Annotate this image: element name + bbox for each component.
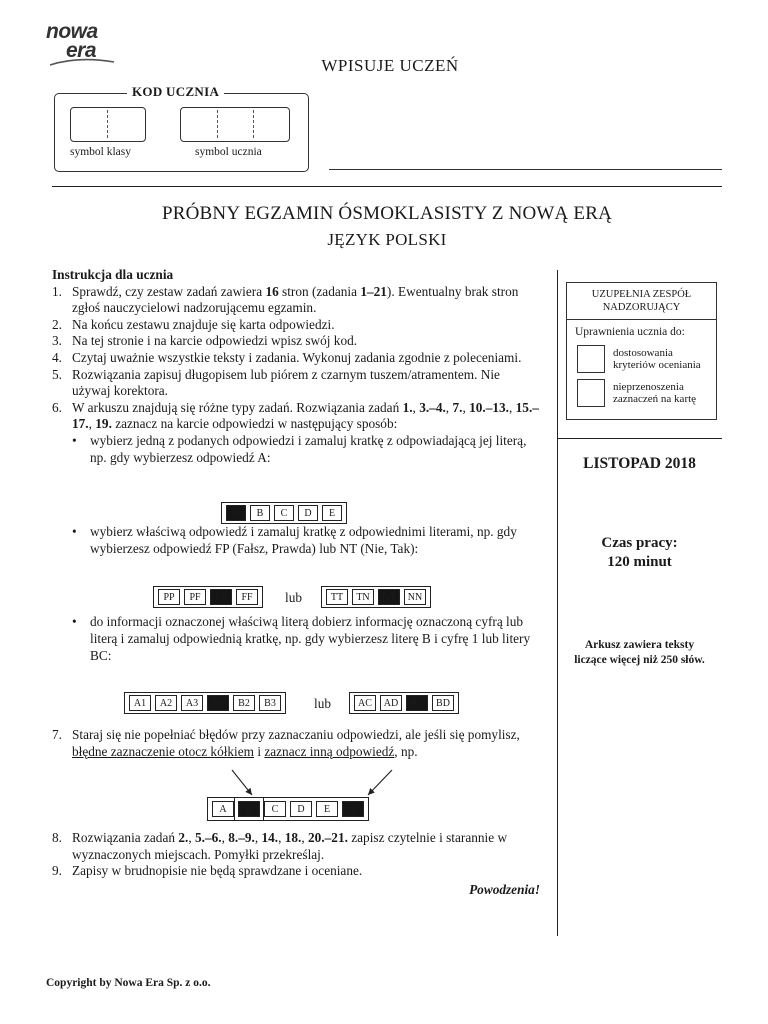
kod-ucznia-title: KOD UCZNIA bbox=[127, 84, 224, 100]
logo-line2: era bbox=[66, 39, 97, 62]
example-2b-row bbox=[321, 586, 431, 608]
answer-box: A bbox=[212, 801, 234, 817]
exam-subject: JĘZYK POLSKI bbox=[327, 230, 447, 249]
copyright: Copyright by Nowa Era Sp. z o.o. bbox=[46, 977, 211, 989]
instruction-6-bullet-2: • wybierz właściwą odpowiedź i zamaluj kratkę z odpowiednimi literami, np. gdy wybierzesz odpowiedź FP (Fałsz, Prawda) lub NT (Nie, Tak): bbox=[52, 524, 540, 557]
time-info bbox=[557, 534, 722, 572]
instruction-2: 2. Na końcu zestawu znajduje się karta odpowiedzi. bbox=[52, 316, 335, 332]
instruction-3: 3. Na tej stronie i na karcie odpowiedzi wpisz swój kod. bbox=[52, 333, 358, 349]
exam-date: LISTOPAD 2018 bbox=[583, 455, 696, 472]
answer-box: TT bbox=[326, 589, 348, 605]
checkbox-nieprzenoszenie[interactable] bbox=[577, 379, 605, 407]
answer-box: B3 bbox=[259, 695, 281, 711]
header-divider bbox=[52, 186, 722, 187]
logo-swoosh-icon bbox=[48, 58, 118, 68]
answer-box: E bbox=[316, 801, 338, 817]
symbol-klasy-field[interactable] bbox=[70, 107, 146, 142]
circled-answer-box: B bbox=[238, 801, 260, 817]
answer-box: B2 bbox=[233, 695, 255, 711]
correction-arrows-icon bbox=[230, 768, 400, 800]
answer-box: AD bbox=[380, 695, 402, 711]
answer-box: A2 bbox=[155, 695, 177, 711]
lub-label: lub bbox=[314, 696, 331, 711]
answer-box: A bbox=[226, 505, 246, 521]
instructions-heading: Instrukcja dla ucznia bbox=[52, 267, 174, 282]
symbol-ucznia-field[interactable] bbox=[180, 107, 290, 142]
answer-box: PF bbox=[184, 589, 206, 605]
lub-label: lub bbox=[285, 590, 302, 605]
answer-box: PP bbox=[158, 589, 180, 605]
answer-box: NT bbox=[378, 589, 400, 605]
instruction-5: 5. Rozwiązania zapisuj długopisem lub piórem z czarnym tuszem/atramentem. Nie używaj korektora. bbox=[52, 366, 500, 399]
closing-text: Powodzenia! bbox=[469, 882, 540, 898]
exam-title: PRÓBNY EGZAMIN ÓSMOKLASISTY Z NOWĄ ERĄ bbox=[161, 203, 613, 224]
example-4-row bbox=[207, 797, 369, 821]
answer-box: B1 bbox=[207, 695, 229, 711]
answer-box: A3 bbox=[181, 695, 203, 711]
answer-box: FP bbox=[210, 589, 232, 605]
sidebar-divider bbox=[557, 270, 558, 936]
answer-box: TN bbox=[352, 589, 374, 605]
answer-box: FF bbox=[236, 589, 258, 605]
checkbox-dostosowanie-label: dostosowania kryteriów oceniania bbox=[613, 347, 701, 371]
answer-box: D bbox=[290, 801, 312, 817]
time-label: Czas pracy: bbox=[601, 535, 678, 551]
instruction-6: 6. W arkuszu znajdują się różne typy zadań. Rozwiązania zadań 1., 3.–4., 7., 10.–13., 15.–17., 19. zaznacz na karcie odpowiedzi w następujący sposób: bbox=[52, 399, 539, 432]
answer-box: C bbox=[264, 801, 286, 817]
answer-box: E bbox=[322, 505, 342, 521]
example-3a-row bbox=[124, 692, 286, 714]
symbol-klasy-caption: symbol klasy bbox=[70, 146, 132, 158]
answer-box: A1 bbox=[129, 695, 151, 711]
nowa-era-logo bbox=[46, 22, 116, 70]
instruction-9: 9. Zapisy w brudnopisie nie będą sprawdzane i oceniane. bbox=[52, 863, 363, 879]
example-2a-row bbox=[153, 586, 263, 608]
instruction-4: 4. Czytaj uważnie wszystkie teksty i zadania. Wykonuj zadania zgodnie z poleceniami. bbox=[52, 349, 522, 365]
supervisor-panel bbox=[566, 282, 717, 420]
answer-box: NN bbox=[404, 589, 426, 605]
example-3b-row bbox=[349, 692, 459, 714]
answer-box: A bbox=[342, 801, 364, 817]
signature-line[interactable] bbox=[329, 169, 722, 170]
instruction-1: 1. Sprawdź, czy zestaw zadań zawiera 16 stron (zadania 1–21). Ewentualny brak stron zgłoś nauczycielowi nadzorującemu egzamin. bbox=[52, 283, 519, 316]
answer-box: B bbox=[250, 505, 270, 521]
instruction-6-bullet-1: • wybierz jedną z podanych odpowiedzi i zamaluj kratkę z odpowiadającą jej literą, np. gdy wybierzesz odpowiedź A: bbox=[52, 433, 540, 466]
answer-box: AC bbox=[354, 695, 376, 711]
panel-title: UZUPEŁNIA ZESPÓŁ NADZORUJĄCY bbox=[591, 289, 692, 313]
checkbox-nieprzenoszenie-label: nieprzenoszenia zaznaczeń na kartę bbox=[613, 381, 697, 405]
panel-subtitle: Uprawnienia ucznia do: bbox=[575, 326, 685, 338]
instruction-8: 8. Rozwiązania zadań 2., 5.–6., 8.–9., 14., 18., 20.–21. zapisz czytelnie i starannie w wyznaczonych miejscach. Pomyłki przekreślaj. bbox=[52, 830, 508, 862]
sidebar-rule bbox=[557, 438, 722, 439]
answer-box: C bbox=[274, 505, 294, 521]
instruction-7: 7. Staraj się nie popełniać błędów przy zaznaczaniu odpowiedzi, ale jeśli się pomylisz, błędne zaznaczenie otocz kółkiem i zaznacz inną odpowiedź, np. bbox=[52, 727, 520, 759]
logo-line1: nowa bbox=[46, 20, 98, 43]
example-1-row bbox=[221, 502, 347, 524]
answer-box: BC bbox=[406, 695, 428, 711]
answer-box: D bbox=[298, 505, 318, 521]
wpisuje-uczen-heading: WPISUJE UCZEŃ bbox=[321, 56, 459, 75]
answer-box: BD bbox=[432, 695, 454, 711]
word-count-note: Arkusz zawiera teksty liczące więcej niż 250 słów. bbox=[574, 639, 705, 666]
checkbox-dostosowanie[interactable] bbox=[577, 345, 605, 373]
symbol-ucznia-caption: symbol ucznia bbox=[195, 146, 262, 158]
time-value: 120 minut bbox=[607, 554, 672, 570]
instruction-6-bullet-3: • do informacji oznaczonej właściwą literą dobierz informację oznaczoną cyfrą lub literą i zamaluj odpowiednią kratkę, np. gdy wybierzesz literę B i cyfrę 1 lub litery BC: bbox=[52, 614, 540, 664]
